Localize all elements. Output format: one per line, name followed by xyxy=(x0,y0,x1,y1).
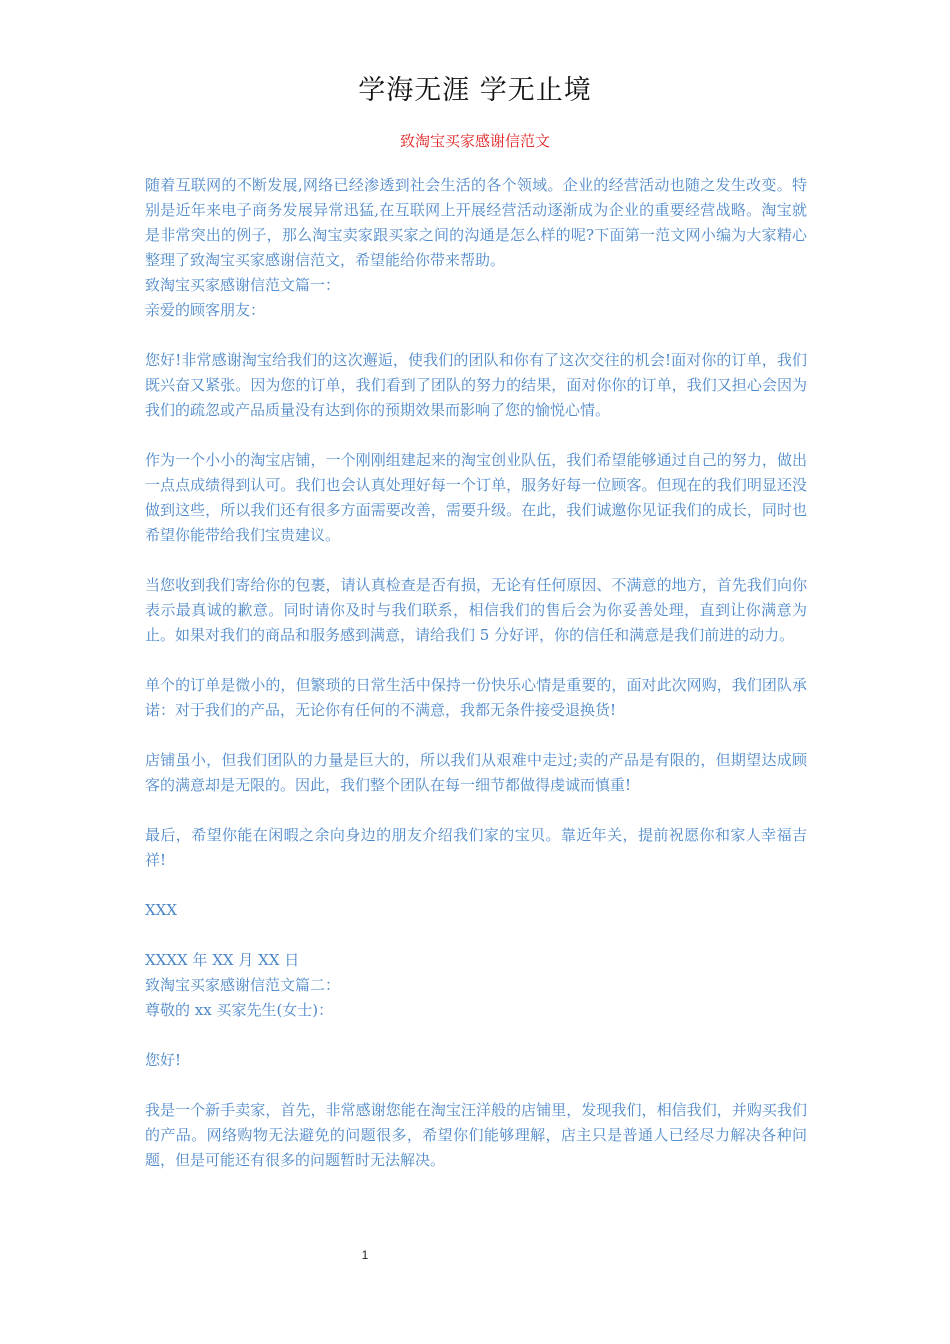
body-paragraph: 单个的订单是微小的，但繁琐的日常生活中保持一份快乐心情是重要的，面对此次网购，我们团队承诺：对于我们的产品，无论你有任何的不满意，我都无条件接受退换货! xyxy=(145,676,807,719)
salutation: 尊敬的 xx 买家先生(女士)： xyxy=(145,1001,334,1019)
signature-name: XXX xyxy=(145,901,178,919)
document-title: 致淘宝买家感谢信范文 xyxy=(399,132,550,150)
signature-date: XXXX 年 XX 月 XX 日 xyxy=(145,951,300,969)
page-number: 1 xyxy=(361,1248,369,1262)
section-heading-two: 致淘宝买家感谢信范文篇二： xyxy=(145,976,341,994)
body-paragraph: 我是一个新手卖家，首先，非常感谢您能在淘宝汪洋般的店铺里，发现我们，相信我们，并购买我们的产品。网络购物无法避免的问题很多，希望你们能够理解，店主只是普通人已经尽力解决各种问题，但是可能还有很多的问题暂时无法解决。 xyxy=(145,1101,807,1169)
body-paragraph: 最后，希望你能在闲暇之余向身边的朋友介绍我们家的宝贝。靠近年关，提前祝愿你和家人幸福吉祥! xyxy=(145,826,807,869)
body-paragraph: 您好!非常感谢淘宝给我们的这次邂逅，使我们的团队和你有了这次交往的机会!面对你的订单，我们既兴奋又紧张。因为您的订单，我们看到了团队的努力的结果，面对你你的订单，我们又担心会因为我们的疏忽或产品质量没有达到你的预期效果而影响了您的愉悦心情。 xyxy=(145,351,807,419)
body-paragraph: 店铺虽小，但我们团队的力量是巨大的，所以我们从艰难中走过;卖的产品是有限的，但期望达成顾客的满意却是无限的。因此，我们整个团队在每一细节都做得虔诚而慎重! xyxy=(145,751,807,794)
document-body xyxy=(145,173,807,1173)
section-heading-one: 致淘宝买家感谢信范文篇一： xyxy=(145,276,341,294)
body-paragraph: 作为一个小小的淘宝店铺，一个刚刚组建起来的淘宝创业队伍，我们希望能够通过自己的努力，做出一点点成绩得到认可。我们也会认真处理好每一个订单，服务好每一位顾客。但现在的我们明显还没做到这些，所以我们还有很多方面需要改善，需要升级。在此，我们诚邀你见证我们的成长，同时也希望你能带给我们宝贵建议。 xyxy=(145,451,807,544)
intro-paragraph: 随着互联网的不断发展,网络已经渗透到社会生活的各个领域。企业的经营活动也随之发生改变。特别是近年来电子商务发展异常迅猛,在互联网上开展经营活动逐渐成为企业的重要经营战略。淘宝就是非常突出的例子，那么淘宝卖家跟买家之间的沟通是怎么样的呢?下面第一范文网小编为大家精心整理了致淘宝买家感谢信范文，希望能给你带来帮助。 xyxy=(145,176,807,269)
body-paragraph: 当您收到我们寄给你的包裹，请认真检查是否有损，无论有任何原因、不满意的地方，首先我们向你表示最真诚的歉意。同时请你及时与我们联系，相信我们的售后会为你妥善处理，直到让你满意为止。如果对我们的商品和服务感到满意，请给我们 5 分好评，你的信任和满意是我们前进的动力。 xyxy=(145,576,807,644)
greeting: 您好! xyxy=(145,1051,182,1069)
header-title: 学海无涯 学无止境 xyxy=(358,75,592,106)
salutation: 亲爱的顾客朋友： xyxy=(145,301,266,319)
